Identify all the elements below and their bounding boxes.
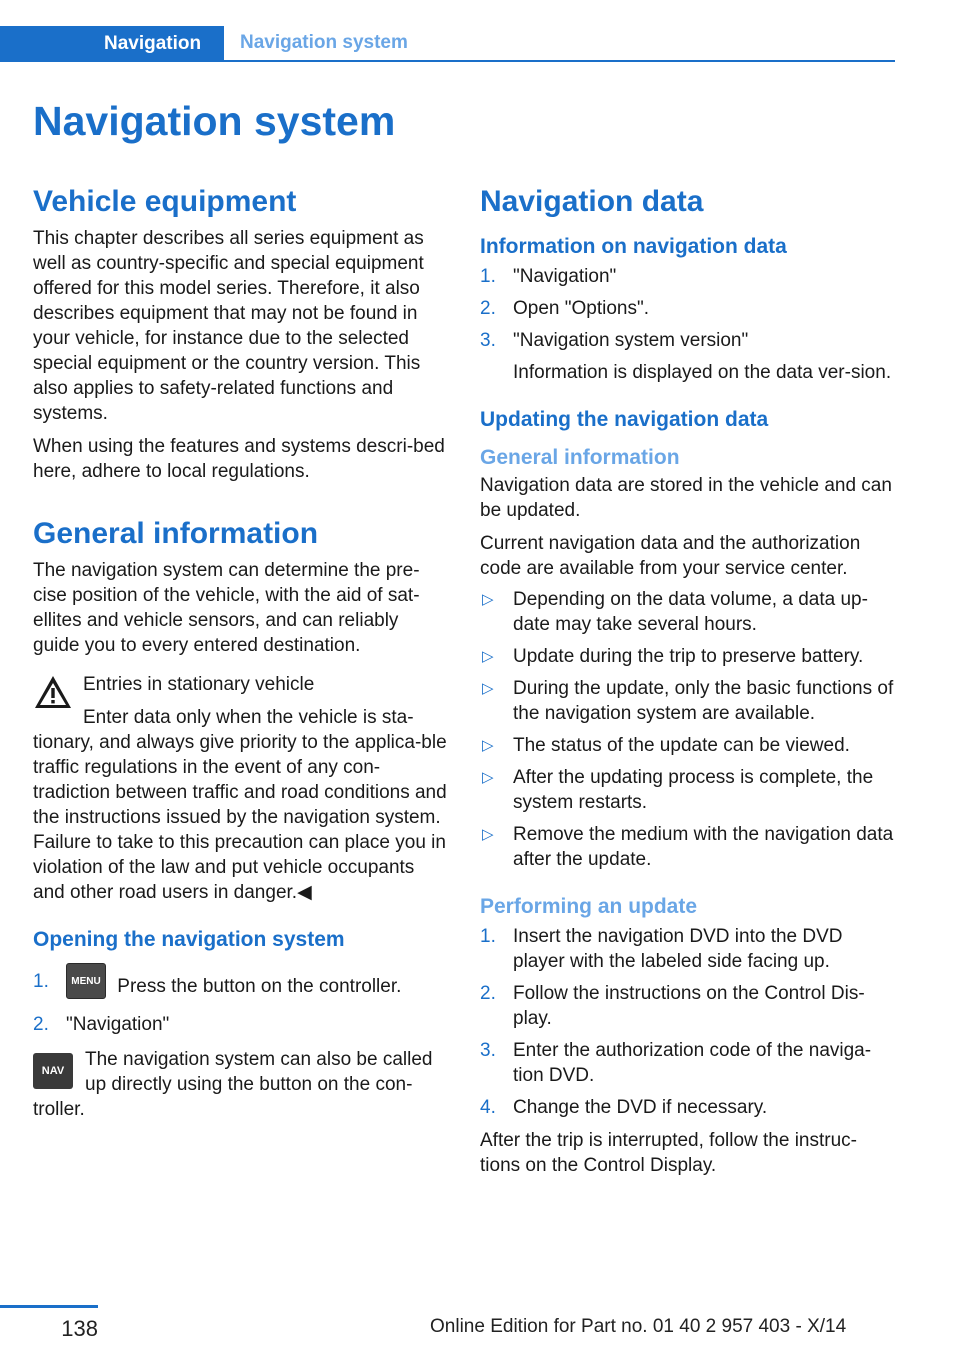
list-item [480, 924, 895, 974]
step-number: 4. [480, 1097, 496, 1118]
right-column [480, 180, 895, 1178]
step-text: Insert the navigation DVD into the DVD player with the labeled side facing up. [513, 926, 843, 972]
list-item [480, 587, 895, 637]
heading-navigation-data: Navigation data [480, 185, 704, 218]
bullet-triangle-icon: ▷ [482, 769, 494, 786]
tab-navigation[interactable]: Navigation [0, 26, 224, 62]
heading-opening-navigation: Opening the navigation system [33, 928, 345, 951]
warning-text-rest: tionary, and always give priority to the applica-ble traffic regulations in the event of any con-tradiction between traffic and road conditions and the instructions issued by the navigation system. Failure to take to this precaution can place you in violation of the law and put vehicle occupants and other road users in danger.◀ [33, 732, 447, 903]
list-item [33, 1012, 448, 1037]
header-tabs [0, 26, 895, 62]
step3-sub-text: Information is displayed on the data ver-sion. [513, 362, 892, 383]
page-number: 138 [61, 1316, 98, 1341]
heading-vehicle-equipment: Vehicle equipment [33, 185, 297, 218]
opening-steps [33, 969, 448, 1037]
edition-text: Online Edition for Part no. 01 40 2 957 403 - X/14 [430, 1316, 847, 1337]
nav-button-note [33, 1047, 448, 1122]
heading-general-information: General information [33, 517, 319, 550]
heading-general-information-update: General information [480, 446, 680, 469]
nav-note-rest: troller. [33, 1099, 85, 1120]
heading-updating-navigation-data: Updating the navigation data [480, 408, 769, 431]
step-number: 2. [480, 983, 496, 1004]
list-item [480, 1095, 895, 1120]
warning-text-first: Enter data only when the vehicle is sta- [83, 707, 414, 728]
menu-button-icon: MENU [66, 963, 106, 999]
step-text: Change the DVD if necessary. [513, 1097, 768, 1118]
local-regulations-text: When using the features and systems descri-bed here, adhere to local regulations. [33, 436, 445, 482]
header-rule [0, 60, 895, 62]
bullet-triangle-icon: ▷ [482, 826, 494, 843]
footer-rule [0, 1305, 98, 1308]
step-number: 1. [33, 971, 49, 992]
closing-text: After the trip is interrupted, follow the instruc-tions on the Control Display. [480, 1130, 857, 1176]
step-text: "Navigation" [66, 1014, 170, 1035]
bullet-triangle-icon: ▷ [482, 737, 494, 754]
update-text-2: Current navigation data and the authorization code are available from your service center. [480, 533, 861, 579]
list-item [480, 1038, 895, 1088]
nav-button-icon: NAV [33, 1053, 73, 1089]
step-number: 1. [480, 926, 496, 947]
tab-navigation-system[interactable]: Navigation system [240, 32, 408, 53]
bullet-text: Depending on the data volume, a data up-date may take several hours. [513, 589, 868, 635]
list-item [480, 981, 895, 1031]
list-item [480, 328, 895, 353]
list-item [33, 969, 448, 1005]
list-item [480, 644, 895, 669]
step-text: Follow the instructions on the Control Dis-play. [513, 983, 865, 1029]
vehicle-equipment-text: This chapter describes all series equipment as well as country-specific and special equipment offered for this model series. Therefore, it also describes equipment that may not be found in your vehicle, for instance due to the selected special equipment or the country version. This also applies to safety-related functions and systems. [33, 228, 424, 424]
bullet-triangle-icon: ▷ [482, 591, 494, 608]
bullet-text: Remove the medium with the navigation data after the update. [513, 824, 894, 870]
bullet-triangle-icon: ▷ [482, 648, 494, 665]
bullet-text: After the updating process is complete, the system restarts. [513, 767, 874, 813]
step-number: 2. [33, 1014, 49, 1035]
general-information-text: The navigation system can determine the pre-cise position of the vehicle, with the aid of sat-ellites and vehicle sensors, and can reliably guide you to every entered destination. [33, 560, 420, 656]
step-text: Open "Options". [513, 298, 650, 319]
step-number: 3. [480, 1040, 496, 1061]
heading-information-navigation-data: Information on navigation data [480, 235, 787, 258]
list-item [480, 765, 895, 815]
step-number: 1. [480, 266, 496, 287]
step-text: "Navigation" [513, 266, 617, 287]
update-text-1: Navigation data are stored in the vehicle and can be updated. [480, 475, 892, 521]
warning-triangle-icon [33, 674, 73, 710]
list-item [480, 264, 895, 289]
performing-steps [480, 924, 895, 1120]
nav-note-first: The navigation system can also be called up directly using the button on the con- [85, 1049, 433, 1095]
list-item [480, 822, 895, 872]
list-item [480, 296, 895, 321]
warning-note [33, 672, 448, 905]
step-number: 3. [480, 330, 496, 351]
step-text: Enter the authorization code of the naviga-tion DVD. [513, 1040, 872, 1086]
step-number: 2. [480, 298, 496, 319]
list-item [480, 676, 895, 726]
warning-title: Entries in stationary vehicle [83, 674, 315, 695]
list-item [480, 733, 895, 758]
bullet-text: The status of the update can be viewed. [513, 735, 850, 756]
step-text: "Navigation system version" [513, 330, 749, 351]
bullet-text: Update during the trip to preserve battery. [513, 646, 864, 667]
info-steps [480, 264, 895, 353]
bullet-triangle-icon: ▷ [482, 680, 494, 697]
heading-performing-update: Performing an update [480, 895, 698, 918]
left-column [33, 180, 448, 1122]
update-bullets [480, 587, 895, 872]
page-title: Navigation system [33, 98, 396, 144]
step-text: Press the button on the controller. [117, 976, 402, 998]
bullet-text: During the update, only the basic functions of the navigation system are available. [513, 678, 894, 724]
